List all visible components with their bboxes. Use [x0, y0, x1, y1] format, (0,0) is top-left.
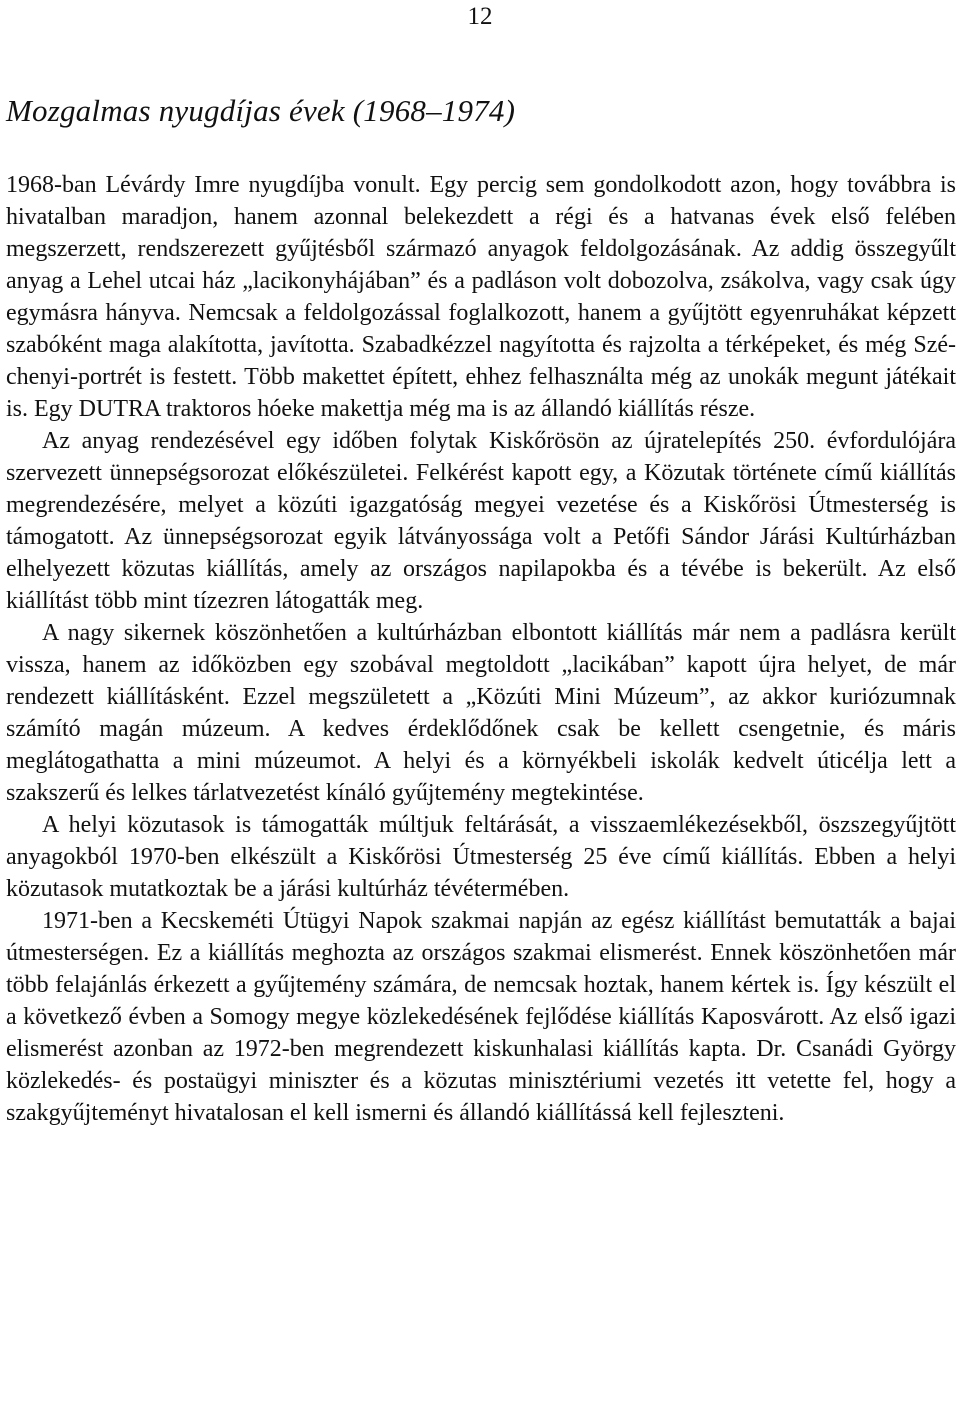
paragraph-3: A nagy sikernek köszönhetően a kultúrházban elbontott kiállítás már nem a padlásra került vissza, hanem az időközben egy szobával megtoldott „lacikában” kapott újra helyet, de már rendezett kiállításként. Ezzel megszületett a „Közúti Mini Múzeum”, az akkor kuriózumnak számító magán múzeum. A kedves érdeklődőnek csak be kellett csengetnie, és máris meglátogathatta a mini múzeumot. A helyi és a környékbeli iskolák kedvelt úticélja lett a szakszerű és lelkes tárlatvezetést kínáló gyűjtemény megtekintése. [6, 620, 956, 806]
paragraph-4: A helyi közutasok is támogatták múltjuk feltárását, a visszaemlékezésekből, öszszegyűjtött anyagokból 1970-ben elkészült a Kiskőrösi Útmesterség 25 éve című kiállítás. Ebben a helyi közutasok mutatkoztak be a járási kultúrház tévétermében. [6, 812, 956, 902]
paragraph-1: 1968-ban Lévárdy Imre nyugdíjba vonult. Egy percig sem gondolkodott azon, hogy továbbra is hivatalban maradjon, hanem azonnal belekezdett a régi és a hatvanas évek első felében megszerzett, rendszerezett gyűjtésből származó anyagok feldolgozásának. Az addig összegyűlt anyag a Lehel utcai ház „lacikonyhájában” és a padláson volt dobozolva, zsákolva, vagy csak úgy egymásra hányva. Nemcsak a feldolgozással foglalkozott, hanem a gyűjtött egyenruhákat képzett szabóként maga alakította, javította. Szabadkézzel nagyította és rajzolta a térképeket, és még Széchenyi-portrét is festett. Több makettet épített, ehhez felhasználta még az unokák megunt játékait is. Egy DUTRA traktoros hóeke makettja még ma is az állandó kiállítás része. [6, 172, 956, 422]
body-text [6, 169, 956, 1129]
page-number: 12 [467, 3, 493, 30]
chapter-title: Mozgalmas nyugdíjas évek (1968–1974) [6, 93, 516, 128]
paragraph-5: 1971-ben a Kecskeméti Útügyi Napok szakmai napján az egész kiállítást bemutatták a bajai útmesterségen. Ez a kiállítás meghozta az országos szakmai elismerést. Ennek köszönhetően már több felajánlás érkezett a gyűjtemény számára, de nemcsak hoztak, hanem kértek is. Így készült el a következő évben a Somogy megye közlekedésének fejlődése kiállítás Kaposvárott. Az első igazi elismerést azonban az 1972-ben megrendezett kiskunhalasi kiállítás kapta. Dr. Csanádi György közlekedés- és postaügyi miniszter és a közutas minisztériumi vezetés itt vetette fel, hogy a szakgyűjteményt hivatalosan el kell ismerni és állandó kiállítássá kell fejleszteni. [6, 908, 956, 1126]
paragraph-2: Az anyag rendezésével egy időben folytak Kiskőrösön az újratelepítés 250. évfordulójára szervezett ünnepségsorozat előkészületei. Felkérést kapott egy, a Közutak története című kiállítás megrendezésére, melyet a közúti igazgatóság megyei vezetése és a Kiskőrösi Útmesterség is támogatott. Az ünnepségsorozat egyik látványossága volt a Petőfi Sándor Járási Kultúrházban elhelyezett közutas kiállítás, amely az országos napilapokba és a tévébe is bekerült. Az első kiállítást több mint tízezren látogatták meg. [6, 428, 956, 614]
